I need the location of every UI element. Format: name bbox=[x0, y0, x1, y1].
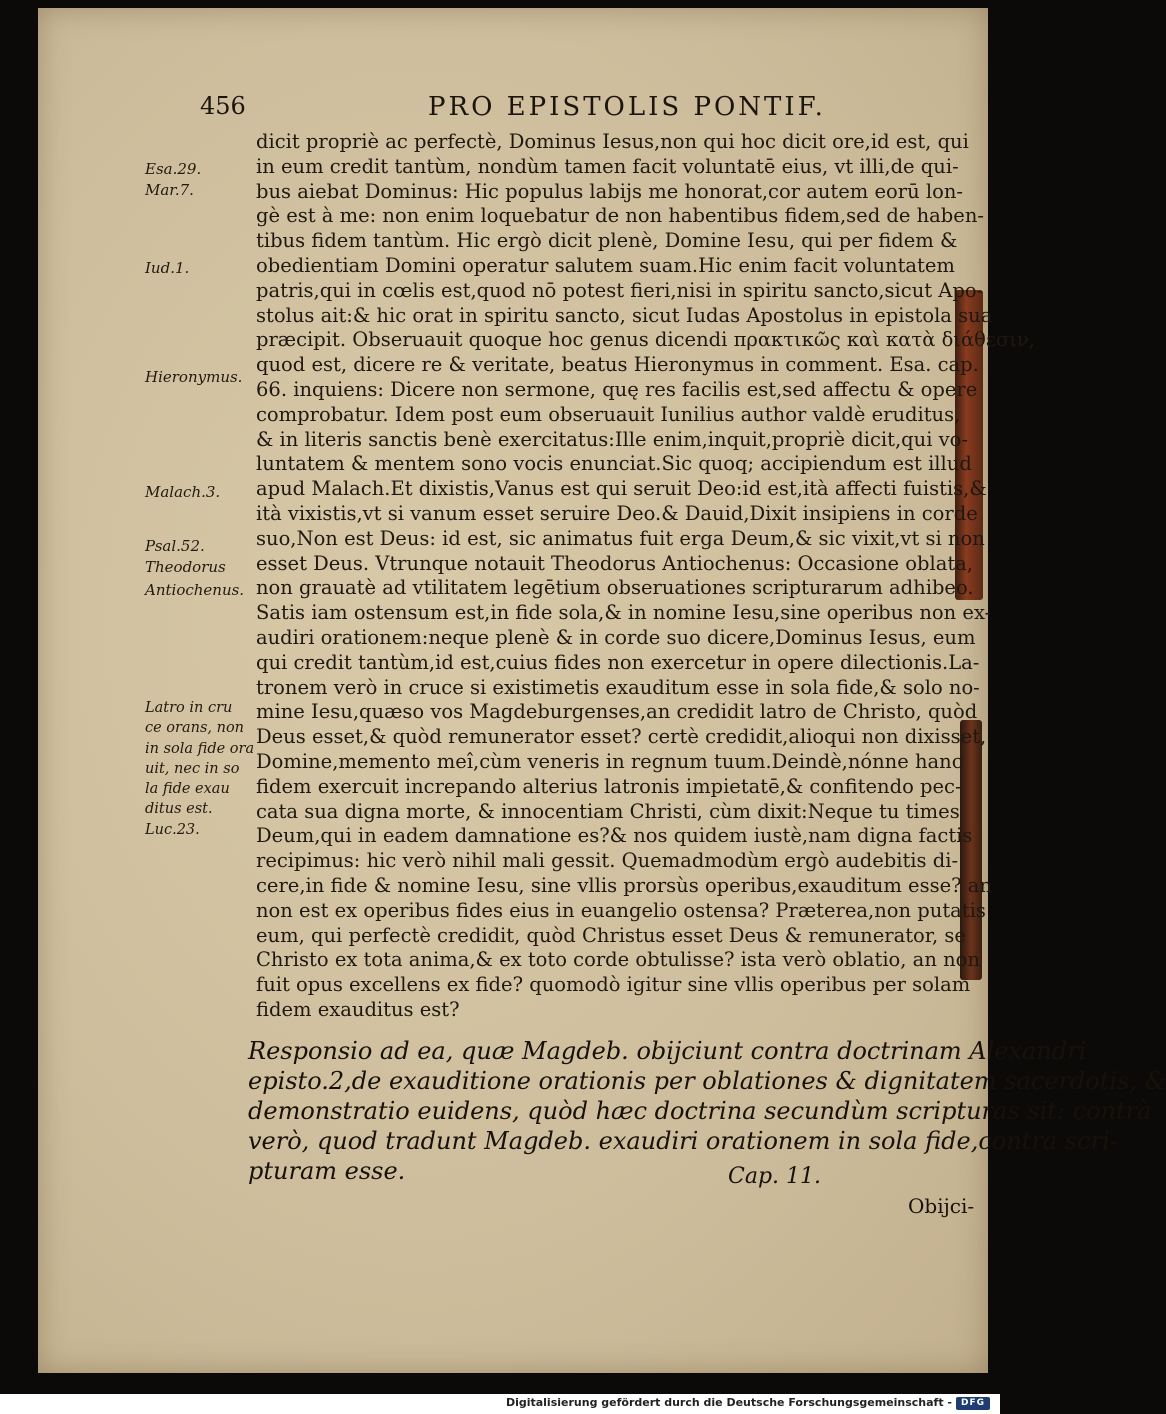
text-line: quod est, dicere re & veritate, beatus Hieronymus in comment. Esa. cap. bbox=[256, 353, 979, 377]
text-line: mine Iesu,quæso vos Magdeburgenses,an credidit latro de Christo, quòd bbox=[256, 700, 978, 724]
text-line: gè est à me: non enim loquebatur de non habentibus fidem,sed de haben- bbox=[256, 204, 984, 228]
chapter-label: Cap. 11. bbox=[728, 1164, 822, 1189]
text-line: eum, qui perfectè credidit, quòd Christus esset Deus & remunerator, se bbox=[256, 923, 966, 947]
margin-note-line: ce orans, non bbox=[145, 720, 245, 737]
text-line: dicit propriè ac perfectè, Dominus Iesus,non qui hoc dicit ore,id est, qui bbox=[256, 130, 969, 153]
text-line: ità vixistis,vt si vanum esset seruire Deo.& Dauid,Dixit insipiens in corde bbox=[256, 501, 978, 525]
text-line: recipimus: hic verò nihil mali gessit. Quemadmodùm ergò audebitis di- bbox=[256, 849, 959, 873]
text-line: non grauatè ad vtilitatem legētium obseruationes scripturarum adhibeo. bbox=[256, 576, 974, 600]
margin-note: Theodorus bbox=[145, 558, 226, 576]
text-line: stolus ait:& hic orat in spiritu sancto, sicut Iudas Apostolus in epistola sua bbox=[256, 303, 993, 327]
margin-note-line: uit, nec in so bbox=[145, 760, 240, 777]
margin-note: Antiochenus. bbox=[145, 581, 245, 599]
text-line: bus aiebat Dominus: Hic populus labijs me honorat,cor autem eorū lon- bbox=[256, 179, 963, 203]
text-line: obedientiam Domini operatur salutem suam.Hic enim facit voluntatem bbox=[256, 253, 955, 277]
heading-line: verò, quod tradunt Magdeb. exaudiri orationem in sola fide,contra scri- bbox=[248, 1127, 1118, 1155]
text-line: apud Malach.Et dixistis,Vanus est qui seruit Deo:id est,ità affecti fuistis,& bbox=[256, 477, 987, 501]
running-title: PRO EPISTOLIS PONTIF. bbox=[428, 92, 826, 122]
text-line: tibus fidem tantùm. Hic ergò dicit plenè, Domine Iesu, qui per fidem & bbox=[256, 229, 958, 253]
text-line: Satis iam ostensum est,in fide sola,& in nomine Iesu,sine operibus non ex- bbox=[256, 601, 992, 625]
margin-note: Iud.1. bbox=[145, 259, 190, 277]
section-heading bbox=[248, 1036, 1166, 1186]
page-header bbox=[0, 92, 1000, 124]
catchword: Obijci- bbox=[908, 1194, 975, 1218]
text-line: cere,in fide & nomine Iesu, sine vllis prorsùs operibus,exauditum esse? an bbox=[256, 873, 992, 897]
text-line: patris,qui in cœlis est,quod nō potest fieri,nisi in spiritu sancto,sicut Apo- bbox=[256, 278, 984, 302]
text-line: fidem exercuit increpando alterius latronis impietatē,& confitendo pec- bbox=[256, 774, 962, 798]
margin-note-line: Latro in cru bbox=[145, 700, 233, 716]
dfg-logo-icon: DFG bbox=[956, 1397, 990, 1410]
body-text bbox=[256, 130, 1035, 1023]
heading-line: Responsio ad ea, quæ Magdeb. obijciunt contra doctrinam Alexandri bbox=[248, 1037, 1087, 1065]
text-line: Domine,memento meî,cùm veneris in regnum tuum.Deindè,nónne hanc bbox=[256, 749, 963, 773]
margin-note: Hieronymus. bbox=[145, 368, 243, 386]
margin-note-line: Luc.23. bbox=[145, 821, 200, 838]
margin-note: Malach.3. bbox=[145, 483, 221, 501]
text-line: in eum credit tantùm, nondùm tamen facit voluntatē eius, vt illi,de qui- bbox=[256, 154, 959, 178]
margin-note: Esa.29. bbox=[145, 160, 202, 178]
text-line: qui credit tantùm,id est,cuius fides non exercetur in opere dilectionis.La- bbox=[256, 650, 980, 674]
funding-credit: Digitalisierung gefördert durch die Deutsche Forschungsgemeinschaft - bbox=[505, 1396, 952, 1409]
text-line: cata sua digna morte, & innocentiam Christi, cùm dixit:Neque tu times bbox=[256, 799, 960, 823]
text-line: Deum,qui in eadem damnatione es?& nos quidem iustè,nam digna factis bbox=[256, 824, 973, 848]
text-line: esset Deus. Vtrunque notauit Theodorus Antiochenus: Occasione oblata, bbox=[256, 551, 973, 575]
heading-line: pturam esse. bbox=[248, 1157, 406, 1185]
text-line: præcipit. Obseruauit quoque hoc genus dicendi πρακτικῶς καὶ κατὰ διάθεσιν, bbox=[256, 328, 1035, 352]
text-line: suo,Non est Deus: id est, sic animatus fuit erga Deum,& sic vixit,vt si non bbox=[256, 526, 985, 550]
text-line: Christo ex tota anima,& ex toto corde obtulisse? ista verò oblatio, an non bbox=[256, 948, 980, 972]
margin-note-block bbox=[145, 698, 257, 840]
text-line: tronem verò in cruce si existimetis exauditum esse in sola fide,& solo no- bbox=[256, 675, 980, 699]
text-line: non est ex operibus fides eius in euangelio ostensa? Præterea,non putatis bbox=[256, 898, 986, 922]
footer-bar bbox=[0, 1394, 1000, 1414]
margin-note-line: in sola fide ora bbox=[145, 740, 255, 757]
text-line: comprobatur. Idem post eum obseruauit Iunilius author valdè eruditus, bbox=[256, 402, 961, 426]
margin-note-line: ditus est. bbox=[145, 801, 213, 818]
text-line: audiri orationem:neque plenè & in corde suo dicere,Dominus Iesus, eum bbox=[256, 625, 976, 649]
text-line: luntatem & mentem sono vocis enunciat.Sic quoq; accipiendum est illud bbox=[256, 452, 972, 476]
page-number: 456 bbox=[200, 92, 246, 120]
heading-line: episto.2,de exauditione orationis per oblationes & dignitatem sacerdotis, & bbox=[248, 1067, 1166, 1095]
text-line: 66. inquiens: Dicere non sermone, quę res facilis est,sed affectu & opere bbox=[256, 377, 978, 401]
margin-note-line: la fide exau bbox=[145, 781, 230, 798]
margin-note: Psal.52. bbox=[145, 537, 205, 555]
text-line: fidem exauditus est? bbox=[256, 997, 460, 1021]
margin-note: Mar.7. bbox=[145, 181, 194, 199]
text-line: Deus esset,& quòd remunerator esset? certè credidit,alioqui non dixisset, bbox=[256, 725, 987, 749]
text-line: & in literis sanctis benè exercitatus:Ille enim,inquit,propriè dicit,qui vo- bbox=[256, 427, 968, 451]
text-line: fuit opus excellens ex fide? quomodò igitur sine vllis operibus per solam bbox=[256, 973, 971, 997]
heading-line: demonstratio euidens, quòd hæc doctrina secundùm scripturas sit: contrà bbox=[248, 1097, 1152, 1125]
